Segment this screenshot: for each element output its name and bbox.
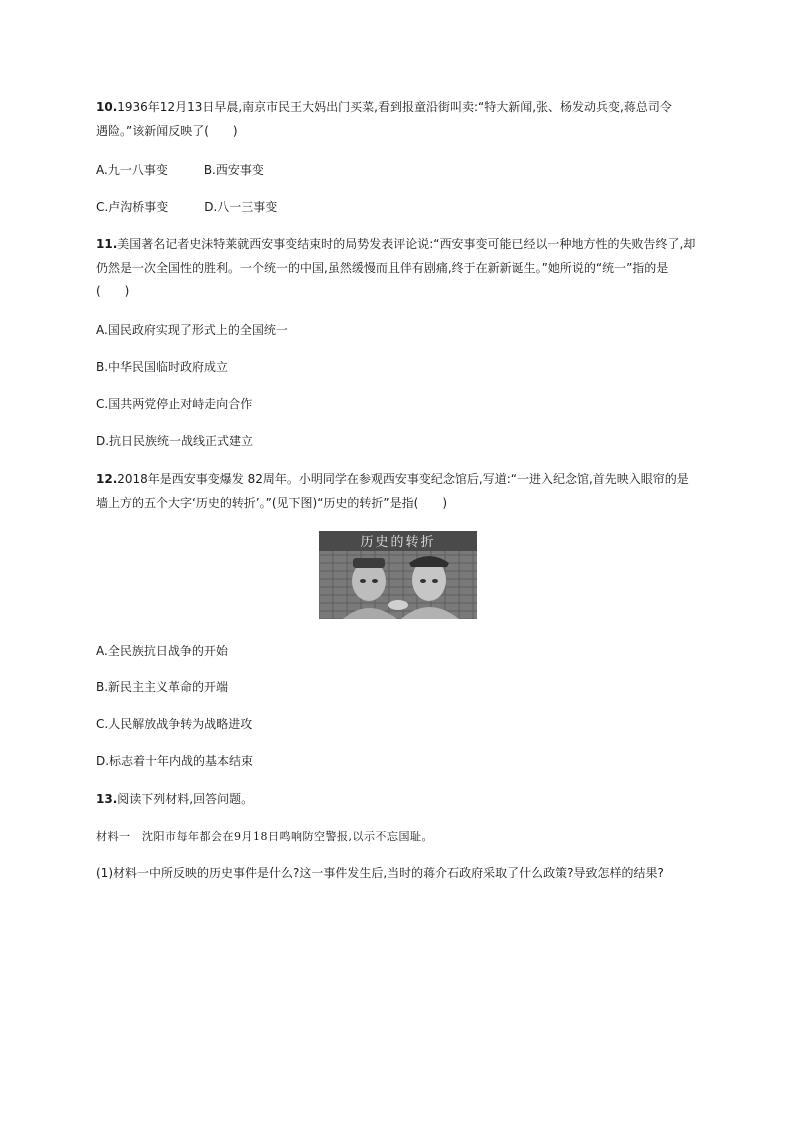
q11-option-a: A.国民政府实现了形式上的全国统一 [96,323,288,337]
q10-option-b: B.西安事变 [203,163,264,177]
q11-number: 11. [96,237,118,251]
q12-number: 12. [96,472,118,486]
q11-option-d: D.抗日民族统一战线正式建立 [96,434,254,448]
q13-stem: 13.阅读下列材料,回答问题。 [96,792,254,806]
q10-option-c: C.卢沟桥事变 [96,200,169,214]
q10-number: 10. [96,100,118,114]
q12-option-b: B.新民主主义革命的开端 [96,680,229,694]
q13-subquestion-1: (1)材料一中所反映的历史事件是什么?这一事件发生后,当时的蒋介石政府采取了什么政策?导致怎样的结果? [96,866,664,880]
q12-option-c: C.人民解放战争转为战略进攻 [96,717,253,731]
q11-option-c: C.国共两党停止对峙走向合作 [96,397,253,411]
relief-image [319,531,477,619]
q10-stem-line1: 10.1936年12月13日早晨,南京市民王大妈出门买菜,看到报童沿街叫卖:“特大新闻,张、杨发动兵变,蒋总司令 [96,100,672,114]
q12-option-d: D.标志着十年内战的基本结束 [96,754,254,768]
q11-stem-line1: 11.美国著名记者史沫特莱就西安事变结束时的局势发表评论说:“西安事变可能已经以一种地方性的失败告终了,却 [96,237,696,251]
q10-options-row2 [96,196,700,218]
q11-stem-line3: ( ) [96,284,130,298]
q13-material-1: 材料一 沈阳市每年都会在9月18日鸣响防空警报,以示不忘国耻。 [96,830,433,843]
q12-option-a: A.全民族抗日战争的开始 [96,644,228,658]
q13-number: 13. [96,792,118,806]
q10-options-row1 [96,159,700,181]
q12-stem-line1: 12.2018年是西安事变爆发 82周年。小明同学在参观西安事变纪念馆后,写道:“一进入纪念馆,首先映入眼帘的是 [96,472,689,486]
q10-option-a: A.九一八事变 [96,163,168,177]
q10-stem-line2: 遇险。”该新闻反映了( ) [96,124,238,138]
xian-incident-relief-photo [319,531,477,619]
q11-option-b: B.中华民国临时政府成立 [96,360,229,374]
q11-stem-line2: 仍然是一次全国性的胜利。一个统一的中国,虽然缓慢而且伴有剧痛,终于在新新诞生。”她所说的“统一”指的是 [96,261,669,275]
relief-caption: 历史的转折 [360,535,436,550]
q10-option-d: D.八一三事变 [204,200,278,214]
q12-stem-line2: 墙上方的五个大字‘历史的转折’。”(见下图)“历史的转折”是指( ) [96,496,448,510]
